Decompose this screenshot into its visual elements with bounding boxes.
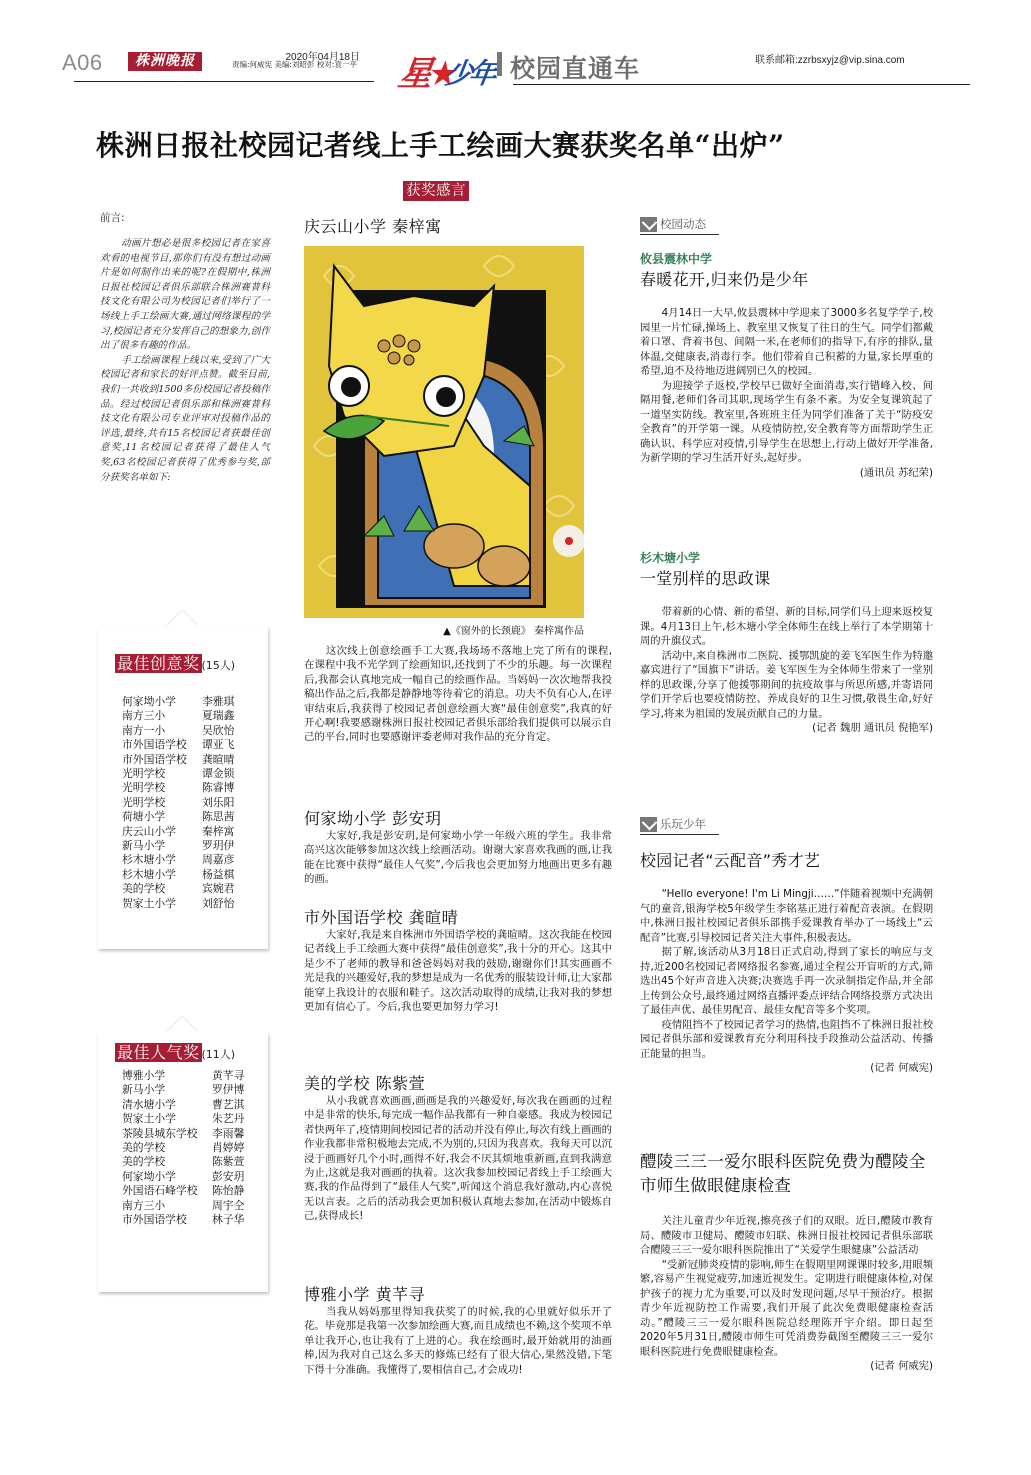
article-title: 春暖花开,归来仍是少年 [640, 270, 809, 289]
giraffe-painting [304, 246, 584, 618]
speech-paragraph: 从小我就喜欢画画,画画是我的兴趣爱好,每次我在画画的过程中是非常的快乐,每完成一幅作品我都有一种自豪感。我成为校园记者快两年了,疫情期间校园记者的活动并没有停止,每次有线上画画的作业我都非常积极地去完成,不为别的,只因为我喜欢。我每天可以沉浸于画画好几个小时,画得不好,我会不厌其烦地重新画,直到我满意为止,这就是我对画画的执着。这次我参加校园记者线上手工绘画大赛,我的作品得到了“最佳人气奖”,听闻这个消息我好激动,内心喜悦无以言表。之后的活动我会更加积极认真地去参加,在活动中锻炼自己,获得成长! [304, 1095, 612, 1223]
section-tag-campus-news [640, 216, 719, 235]
winners-list [122, 1069, 262, 1227]
winner-row [122, 1141, 262, 1155]
speech-1 [304, 214, 612, 237]
speech-heading: 美的学校 陈紫萱 [304, 1074, 426, 1093]
award-count: (11人) [201, 1048, 236, 1061]
winner-name: 罗伊博 [212, 1083, 245, 1097]
winner-school: 南方三小 [122, 1198, 166, 1212]
article-paragraph: 活动中,来自株洲市二医院、援鄂凯旋的姜飞军医生作为特邀嘉宾进行了“国旗下”讲话。姜飞军医生为全体师生带来了一堂别样的思政课,分享了他援鄂期间的抗疫故事与所思所感,并寄语同学们开学后也要疫情防控、养成良好的卫生习惯,敬畏生命,好好学习,将来为祖国的发展贡献自己的力量。 [640, 649, 933, 720]
winner-name: 林子华 [212, 1213, 245, 1227]
paper-logo: 株洲晚报 [128, 52, 202, 71]
winner-school: 美的学校 [122, 1141, 166, 1155]
award-title: 最佳创意奖 [117, 654, 200, 673]
winner-school: 外国语石峰学校 [122, 1184, 198, 1198]
intro-text [100, 237, 270, 485]
winner-school: 光明学校 [122, 795, 166, 809]
winner-row [122, 738, 262, 752]
speech-heading: 何家坳小学 彭安玥 [304, 809, 442, 828]
winner-row [122, 897, 262, 911]
masthead-rule-right [513, 84, 970, 85]
section-tag-fun-youth [640, 816, 719, 835]
speech-paragraph: 大家好,我是来自株洲市外国语学校的龚暄晴。这次我能在校园记者线上手工绘画大赛中获得“最佳创意奖”,我十分的开心。这其中是少不了老师的教导和爸爸妈妈对我的鼓励,谢谢你们!其实画画不光是我的兴趣爱好,我的梦想是成为一名优秀的服装设计师,让大家都能穿上我设计的衣服和鞋子。这次活动取得的成绩,让我对我的梦想更加有信心了。今后,我也要更加努力学习! [304, 929, 612, 1014]
article-title: 醴陵三三一爱尔眼科医院免费为醴陵全市师生做眼健康检查 [640, 1152, 926, 1195]
winner-row [122, 709, 262, 723]
winner-school: 荷塘小学 [122, 810, 166, 824]
speeches-badge: 获奖感言 [403, 181, 469, 201]
article-byline: (通讯员 苏纪荣) [859, 466, 933, 479]
section-title: 校园直通车 [510, 54, 641, 83]
winner-row [122, 1213, 262, 1227]
tag-label: 校园动态 [660, 217, 706, 231]
winner-name: 彭安玥 [212, 1169, 245, 1183]
intro-paragraph: 动画片想必是很多校园记者在家喜欢看的电视节目,那你们有没有想过动画片是如何制作出来的呢?在假期中,株洲日报社校园记者俱乐部联合株洲赛普科技文化有限公司为校园记者们举行了一场线上手工绘画大赛,通过网络课程的学习,校园记者充分发挥自己的想象力,创作出了很多有趣的作品。 [100, 238, 270, 352]
winner-row [122, 839, 262, 853]
main-headline: 株洲日报社校园记者线上手工绘画大赛获奖名单“出炉” [96, 129, 785, 162]
article-kicker: 攸县震林中学 [640, 252, 713, 266]
winner-name: 秦梓寓 [202, 824, 235, 838]
winner-school: 茶陵县城东学校 [122, 1126, 198, 1140]
winner-name: 夏瑞鑫 [202, 709, 235, 723]
award-panel-popular [98, 1033, 268, 1292]
article-byline: (记者 何威宪) [870, 1062, 933, 1074]
winner-school: 南方三小 [122, 709, 166, 723]
winner-name: 陈紫萱 [212, 1155, 245, 1169]
section-divider [497, 52, 502, 76]
winner-school: 贺家土小学 [122, 896, 176, 910]
winner-school: 新马小学 [122, 839, 166, 853]
winner-row [122, 882, 262, 896]
tag-label: 乐玩少年 [660, 817, 706, 831]
winner-school: 市外国语学校 [122, 1213, 187, 1227]
winner-school: 清水塘小学 [122, 1097, 176, 1111]
winner-school: 何家坳小学 [122, 695, 176, 708]
award-header [115, 1043, 235, 1063]
winner-row [122, 781, 262, 795]
article-paragraph: 为迎接学子返校,学校早已做好全面消毒,实行错峰入校、间隔用餐,老师们各司其职,现场学生有条不紊。为安全复课筑起了一道坚实防线。教室里,各班班主任为同学们准备了关于“防疫安全教育”的开学第一课。从疫情防控,安全教育等方面帮助学生正确认识、科学应对疫情,引导学生在思想上,行动上做好开学准备,为新学期的学习生活开好头,起好步。 [640, 379, 933, 464]
winner-name: 黄芊寻 [212, 1069, 245, 1082]
article-paragraph: 疫情阻挡不了校园记者学习的热情,也阻挡不了株洲日报社校园记者俱乐部和爱课教育充分利用科技手段推动公益活动、传播正能量的担当。 [640, 1018, 933, 1060]
winner-row [122, 1170, 262, 1184]
winner-name: 陈怡静 [212, 1184, 245, 1198]
winner-name: 刘舒怡 [202, 896, 235, 910]
intro-label: 前言: [100, 212, 125, 224]
eye-check-article [640, 1150, 933, 1374]
winner-row [122, 796, 262, 810]
winner-row [122, 1098, 262, 1112]
article-paragraph: 4月14日一大早,攸县震林中学迎来了3000多名复学学子,校园里一片忙碌,操场上、教室里又恢复了往日的生气。同学们都戴着口罩、背着书包、间隔一米,在老师们的指导下,有序的排队,量体温,交健康表,消毒行李。他们带着自己积蓄的力量,家长厚重的希望,迫不及待地迈进阔别已久的校园。 [640, 307, 933, 377]
winner-row [122, 1127, 262, 1141]
speech-2 [304, 806, 612, 887]
winner-school: 市外国语学校 [122, 752, 187, 766]
award-header [115, 654, 235, 674]
winner-row [122, 1083, 262, 1097]
article-paragraph: “Hello everyone! I'm Li Mingji……”伴随着视频中充满朝气的童音,银海学校5年级学生李铭基正进行着配音表演。在假期中,株洲日报社校园记者俱乐部携手爱课教育举办了一场线上“云配音”比赛,引导校园记者关注大事件,积极表达。 [640, 888, 933, 944]
winner-school: 博雅小学 [122, 1069, 166, 1082]
speech-3 [304, 905, 612, 1014]
winner-school: 贺家土小学 [122, 1112, 176, 1126]
speech-paragraph: 大家好,我是彭安玥,是何家坳小学一年级六班的学生。我非常高兴这次能够参加这次线上绘画活动。谢谢大家喜欢我画的画,让我能在比赛中获得“最佳人气奖”,今后我也会更加努力地画出更多有趣的画。 [304, 830, 612, 886]
article-paragraph: 带着新的心情、新的希望、新的目标,同学们马上迎来返校复课。4月13日上午,杉木塘小学全体师生在线上举行了本学期第十周的升旗仪式。 [640, 606, 933, 647]
winner-school: 杉木塘小学 [122, 853, 176, 867]
speech-5 [304, 1282, 612, 1377]
winner-school: 光明学校 [122, 781, 166, 795]
page-number: A06 [62, 50, 103, 75]
winner-row [122, 868, 262, 882]
winner-school: 美的学校 [122, 1155, 166, 1169]
winner-name: 杨益棋 [202, 867, 235, 881]
masthead [60, 44, 970, 94]
artwork-image-giraffe [304, 246, 584, 618]
speech-1-body [304, 644, 612, 745]
speech-paragraph: 这次线上创意绘画手工大赛,我场场不落地上完了所有的课程,在课程中我不光学到了绘画知识,还找到了不少的乐趣。每一次课程后,我都会认真地完成一幅自己的绘画作品。当妈妈一次次地帮我投稿出作品之后,我都是静静地等待着它的消息。功夫不负有心人,在评审结束后,我获得了校园记者创意绘画大赛“最佳创意奖”,我真的好开心啊!我要感谢株洲日报社校园记者俱乐部给我们提供可以展示自己的平台,同时也要感谢评委老师对我作品的充分肯定。 [304, 645, 612, 744]
winner-row [122, 810, 262, 824]
winner-name: 谭金锁 [202, 767, 235, 781]
winner-school: 光明学校 [122, 767, 166, 781]
winner-school: 市外国语学校 [122, 738, 187, 752]
winner-row [122, 695, 262, 709]
speech-4 [304, 1071, 612, 1224]
winner-school: 何家坳小学 [122, 1169, 176, 1183]
winner-row [122, 753, 262, 767]
winner-name: 罗玥伊 [202, 839, 235, 853]
article-paragraph: 关注儿童青少年近视,擦亮孩子们的双眼。近日,醴陵市教育局、醴陵市卫健局、醴陵市妇联、株洲日报社校园记者俱乐部联合醴陵三三一爱尔眼科医院推出了“关爱学生眼健康”公益活动 [640, 1215, 933, 1256]
winner-name: 李雅琪 [202, 695, 235, 708]
winner-row [122, 1069, 262, 1083]
winner-row [122, 1199, 262, 1213]
winner-name: 周嘉彦 [202, 853, 235, 867]
winner-row [122, 1112, 262, 1126]
speech-heading: 博雅小学 黄芊寻 [304, 1285, 426, 1304]
winner-name: 刘乐阳 [202, 795, 235, 809]
news-article-1 [640, 250, 933, 480]
arrow-down-right-icon [640, 217, 657, 232]
winner-school: 杉木塘小学 [122, 867, 176, 881]
winner-row [122, 853, 262, 867]
winner-name: 李雨馨 [212, 1126, 245, 1140]
winners-list [122, 695, 262, 911]
winner-name: 朱艺丹 [212, 1112, 245, 1126]
article-title: 一堂别样的思政课 [640, 569, 771, 588]
speech-paragraph: 当我从妈妈那里得知我获奖了的时候,我的心里就好似乐开了花。毕竟那是我第一次参加绘画大赛,而且成绩也不赖,这个奖项不单单让我开心,也让我有了上进的心。我在绘画时,最开始就用的油画棒,因为我对自己这么多天的修炼已经有了很大信心,果然没错,下笔下得十分准确。我懂得了,要相信自己,才会成功! [304, 1306, 612, 1376]
artwork-caption: ▲《窗外的长颈鹿》 秦梓寓作品 [443, 626, 584, 637]
winner-name: 吴欣怡 [202, 723, 235, 737]
brand-logo-star: 星★ [395, 54, 458, 94]
article-kicker: 杉木塘小学 [640, 551, 701, 565]
winner-school: 美的学校 [122, 882, 166, 896]
article-byline: (记者 何威宪) [870, 1360, 933, 1372]
article-byline: (记者 魏朋 通讯员 倪艳军) [812, 722, 933, 734]
article-title: 校园记者“云配音”秀才艺 [640, 851, 821, 870]
brand-logo-youth: 少年 [442, 57, 496, 90]
winner-name: 宾婉君 [202, 882, 235, 896]
winner-row [122, 825, 262, 839]
fun-youth-article [640, 848, 933, 1076]
editor-credits: 责编:何威宪 美编:刘昭彭 校对:袁一平 [232, 60, 357, 69]
award-title: 最佳人气奖 [117, 1043, 200, 1062]
article-paragraph: “受新冠肺炎疫情的影响,师生在假期里网课课时较多,用眼频繁,容易产生视觉疲劳,加速近视发生。定期进行眼健康体检,对保护孩子的视力尤为重要,可以及时发现问题,尽早干预治疗。根据青少年近视防控工作需要,我们开展了此次免费眼健康检查活动。”醴陵三三一爱尔眼科医院总经理陈开宇介绍。即日起至2020年5月31日,醴陵市师生可凭消费券截图至醴陵三三一爱尔眼科医院进行免费眼健康检查。 [640, 1258, 933, 1358]
winner-row [122, 1184, 262, 1198]
intro-paragraph: 手工绘画课程上线以来,受到了广大校园记者和家长的好评点赞。截至目前,我们一共收到1500多份校园记者投稿作品。经过校园记者俱乐部和株洲赛普科技文化有限公司专业评审对投稿作品的评选,最终,共有15名校园记者获最佳创意奖,11名校园记者获得了最佳人气奖,63名校园记者获得了优秀参与奖,部分获奖名单如下: [100, 354, 270, 483]
winner-row [122, 767, 262, 781]
winner-row [122, 1155, 262, 1169]
speech-heading: 市外国语学校 龚暄晴 [304, 908, 459, 927]
article-paragraph: 据了解,该活动从3月18日正式启动,得到了家长的响应与支持,近200名校园记者网络报名参赛,通过全程公开盲听的方式,筛选出45个好声音进入决赛;决赛选手再一次录制指定作品,并全部上传到公众号,最终通过网络直播评委点评结合网络投票方式决出了最佳声优、最佳男配音、最佳女配音等多个奖项。 [640, 946, 933, 1016]
speech-heading: 庆云山小学 秦梓寓 [304, 217, 442, 236]
winner-name: 肖婷婷 [212, 1141, 245, 1155]
contact-email: 联系邮箱:zzrbsxyjz@vip.sina.com [755, 55, 905, 66]
winner-name: 周宇仝 [212, 1198, 245, 1212]
brand-logo [395, 42, 495, 92]
news-article-2 [640, 549, 933, 736]
masthead-rule-left [74, 81, 374, 82]
winner-row [122, 724, 262, 738]
award-panel-creative [98, 627, 268, 949]
arrow-down-right-icon [640, 817, 657, 832]
award-count: (15人) [201, 659, 236, 672]
winner-name: 陈睿博 [202, 781, 235, 795]
winner-school: 南方一小 [122, 723, 166, 737]
winner-name: 曹艺淇 [212, 1097, 245, 1111]
winner-name: 龚暄晴 [202, 752, 235, 766]
issue-date: 2020年04月18日 [285, 52, 360, 63]
winner-school: 庆云山小学 [122, 824, 176, 838]
winner-school: 新马小学 [122, 1083, 166, 1097]
winner-name: 陈思茜 [202, 810, 235, 824]
winner-name: 谭亚飞 [202, 738, 235, 752]
